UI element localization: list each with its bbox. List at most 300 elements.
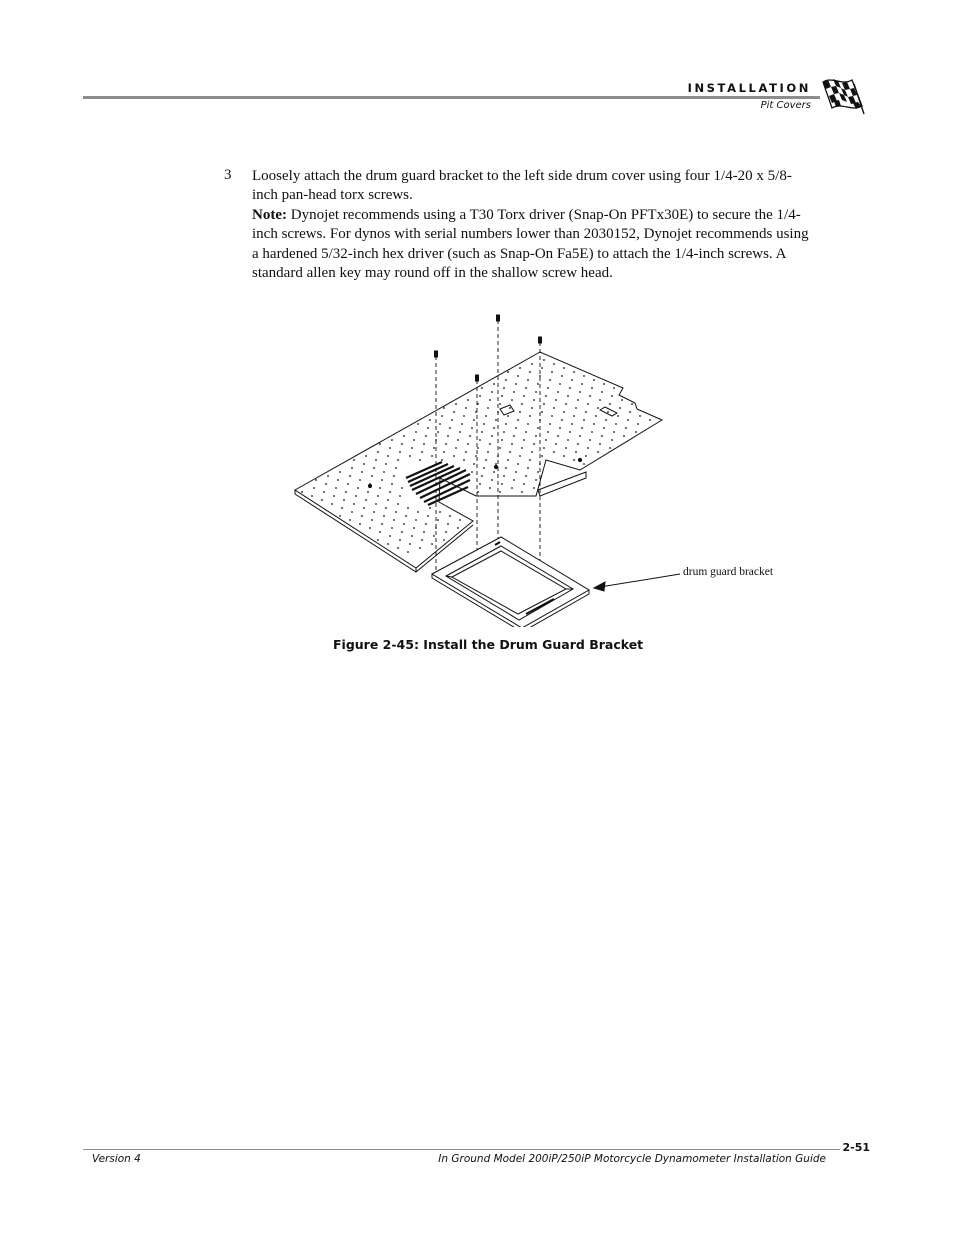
perforation-dot [581,427,583,429]
callout-drum-guard-bracket: drum guard bracket [683,566,774,578]
perforation-dot [457,439,459,441]
perforation-dot [437,431,439,433]
perforation-dot [473,419,475,421]
perforation-dot [489,443,491,445]
perforation-dot [601,391,603,393]
perforation-dot [455,403,457,405]
perforation-dot [391,527,393,529]
perforation-dot [629,411,631,413]
perforation-dot [539,375,541,377]
perforation-dot [421,539,423,541]
perforation-dot [433,447,435,449]
perforation-dot [611,395,613,397]
perforation-dot [485,415,487,417]
perforation-dot [529,459,531,461]
perforation-dot [491,479,493,481]
perforation-dot [603,427,605,429]
perforation-dot [493,471,495,473]
perforation-dot [453,411,455,413]
perforation-dot [417,511,419,513]
perforation-dot [487,407,489,409]
perforation-dot [387,499,389,501]
perforation-dot [533,487,535,489]
perforation-dot [467,399,469,401]
perforation-dot [613,431,615,433]
perforation-dot [395,467,397,469]
perforation-dot [383,471,385,473]
perforation-dot [573,371,575,373]
perforation-dot [441,459,443,461]
perforation-dot [517,419,519,421]
perforation-dot [507,371,509,373]
perforation-dot [393,519,395,521]
perforation-dot [531,363,533,365]
perforation-dot [487,451,489,453]
perforation-dot [397,503,399,505]
perforation-dot [597,407,599,409]
perforation-dot [577,443,579,445]
perforation-dot [439,423,441,425]
perforation-dot [571,379,573,381]
perforation-dot [321,499,323,501]
perforation-dot [447,435,449,437]
perforation-dot [585,455,587,457]
footer-version: Version 4 [92,1153,141,1165]
perforation-dot [481,387,483,389]
perforation-dot [447,523,449,525]
perforation-dot [377,539,379,541]
perforation-dot [513,391,515,393]
perforation-dot [435,527,437,529]
perforation-dot [345,491,347,493]
perforation-dot [363,463,365,465]
perforation-dot [429,419,431,421]
perforation-dot [527,423,529,425]
perforation-dot [365,499,367,501]
perforation-dot [527,379,529,381]
perforation-dot [539,463,541,465]
perforation-dot [519,367,521,369]
perforation-dot [567,439,569,441]
perforation-dot [497,411,499,413]
perforation-dot [579,435,581,437]
perforation-dot [501,439,503,441]
perforation-dot [413,527,415,529]
perforation-dot [575,451,577,453]
perforation-dot [551,415,553,417]
perforation-dot [607,411,609,413]
perforation-dot [517,463,519,465]
perforation-dot [515,471,517,473]
perforation-dot [389,491,391,493]
perforation-dot [581,383,583,385]
perforation-dot [553,363,555,365]
perforation-dot [399,539,401,541]
perforation-dot [369,483,371,485]
perforation-dot [631,403,633,405]
perforation-dot [513,479,515,481]
perforation-dot [411,447,413,449]
note-text: Dynojet recommends using a T30 Torx driver (Snap-On PFTx30E) to secure the 1/4-inch screws. For dynos with serial numbers lower than 2030152, Dynojet recommends using a hardened 5/32-inch hex driver (such as Snap-On Fa5E) to attach the 1/4-inch screws. A standard allen key may round off in the shallow screw head. [252,207,809,281]
perforation-dot [399,495,401,497]
perforation-dot [485,459,487,461]
perforation-dot [593,379,595,381]
perforation-dot [463,459,465,461]
perforation-dot [511,487,513,489]
perforation-dot [525,387,527,389]
perforation-dot [637,423,639,425]
perforation-dot [403,523,405,525]
perforation-dot [389,447,391,449]
perforation-dot [467,443,469,445]
perforation-dot [491,391,493,393]
perforation-dot [417,423,419,425]
perforation-dot [365,455,367,457]
perforation-dot [359,479,361,481]
perforation-dot [489,487,491,489]
perforation-dot [425,523,427,525]
perforation-dot [349,519,351,521]
perforation-dot [349,475,351,477]
perforation-dot [437,519,439,521]
drum-guard-bracket-diagram [290,312,810,627]
page-number: 2-51 [842,1141,870,1154]
perforation-dot [387,455,389,457]
perforation-dot [477,403,479,405]
perforation-dot [537,383,539,385]
perforation-dot [535,479,537,481]
perforation-dot [583,375,585,377]
perforation-dot [615,423,617,425]
perforation-dot [341,507,343,509]
perforation-dot [521,491,523,493]
perforation-dot [533,399,535,401]
perforation-dot [503,475,505,477]
perforation-dot [565,447,567,449]
perforation-dot [583,419,585,421]
perforation-dot [529,371,531,373]
perforation-dot [509,407,511,409]
perforation-dot [443,451,445,453]
perforation-dot [589,439,591,441]
perforation-dot [409,543,411,545]
perforation-dot [511,399,513,401]
perforation-dot [623,435,625,437]
perforation-dot [419,547,421,549]
figure-caption: Figure 2-45: Install the Drum Guard Bracket [333,637,644,652]
perforation-dot [561,419,563,421]
perforation-dot [351,511,353,513]
perforation-dot [557,391,559,393]
perforation-dot [585,411,587,413]
perforation-dot [477,491,479,493]
perforation-dot [519,455,521,457]
perforation-dot [435,439,437,441]
perforation-dot [501,395,503,397]
perforation-dot [421,451,423,453]
perforation-dot [563,411,565,413]
perforation-dot [495,419,497,421]
perforation-dot [379,443,381,445]
perforation-dot [543,359,545,361]
perforation-dot [587,403,589,405]
perforation-dot [541,411,543,413]
perforation-dot [543,403,545,405]
perforation-dot [367,491,369,493]
perforation-dot [469,435,471,437]
perforation-dot [399,451,401,453]
perforation-dot [515,427,517,429]
perforation-dot [427,427,429,429]
perforation-dot [541,367,543,369]
perforation-dot [523,439,525,441]
perforation-dot [649,419,651,421]
perforation-dot [405,515,407,517]
perforation-dot [355,495,357,497]
perforation-dot [517,375,519,377]
perforation-dot [375,459,377,461]
perforation-dot [451,419,453,421]
note [252,206,812,283]
perforation-dot [445,531,447,533]
perforation-dot [547,431,549,433]
perforation-dot [409,455,411,457]
checkered-flag-icon [820,76,866,116]
perforation-dot [545,439,547,441]
perforation-dot [609,403,611,405]
perforation-dot [567,395,569,397]
perforation-dot [559,427,561,429]
perforation-dot [369,527,371,529]
perforation-dot [531,407,533,409]
perforation-dot [475,411,477,413]
perforation-dot [481,475,483,477]
perforation-dot [429,507,431,509]
footer-doc-title: In Ground Model 200iP/250iP Motorcycle Dynamometer Installation Guide [438,1153,826,1165]
perforation-dot [589,395,591,397]
perforation-dot [387,543,389,545]
perforation-dot [403,435,405,437]
perforation-dot [591,431,593,433]
perforation-dot [483,423,485,425]
perforation-dot [375,503,377,505]
perforation-dot [565,403,567,405]
perforation-dot [525,475,527,477]
perforation-dot [595,415,597,417]
perforation-dot [397,547,399,549]
perforation-dot [621,399,623,401]
perforation-dot [363,507,365,509]
perforation-dot [523,395,525,397]
perforation-dot [397,459,399,461]
perforation-dot [579,391,581,393]
perforation-dot [331,503,333,505]
perforation-dot [443,407,445,409]
perforation-dot [505,423,507,425]
perforation-dot [591,387,593,389]
perforation-dot [529,415,531,417]
perforation-dot [507,459,509,461]
perforation-dot [495,463,497,465]
perforation-dot [603,383,605,385]
perforation-dot [457,527,459,529]
perforation-dot [335,487,337,489]
perforation-dot [577,399,579,401]
perforation-dot [505,379,507,381]
perforation-dot [515,383,517,385]
perforation-dot [385,463,387,465]
perforation-dot [599,443,601,445]
perforation-dot [533,443,535,445]
perforation-dot [499,403,501,405]
perforation-dot [431,543,433,545]
perforation-dot [381,523,383,525]
perforation-dot [407,507,409,509]
perforation-dot [465,407,467,409]
perforation-dot [391,483,393,485]
perforation-dot [385,507,387,509]
perforation-dot [373,511,375,513]
perforation-dot [359,523,361,525]
perforation-dot [561,375,563,377]
perforation-dot [635,431,637,433]
perforation-dot [401,531,403,533]
perforation-dot [527,467,529,469]
perforation-dot [473,463,475,465]
perforation-dot [371,519,373,521]
perforation-dot [519,411,521,413]
perforation-dot [525,431,527,433]
perforation-dot [499,491,501,493]
perforation-dot [371,475,373,477]
perforation-dot [549,423,551,425]
perforation-dot [377,451,379,453]
perforation-dot [479,395,481,397]
perforation-dot [419,459,421,461]
perforation-dot [395,511,397,513]
perforation-dot [455,447,457,449]
perforation-dot [593,423,595,425]
perforation-dot [381,479,383,481]
perforation-dot [449,427,451,429]
perforation-dot [459,431,461,433]
perforation-dot [539,419,541,421]
perforation-dot [613,387,615,389]
perforation-dot [611,439,613,441]
step-text: Loosely attach the drum guard bracket to the left side drum cover using four 1/4-20 x 5/8-inch pan-head torx screws. [252,168,792,204]
perforation-dot [337,479,339,481]
perforation-dot [343,499,345,501]
footer-rule [83,1149,840,1150]
perforation-dot [601,435,603,437]
perforation-dot [377,495,379,497]
perforation-dot [407,551,409,553]
perforation-dot [415,431,417,433]
perforation-dot [627,419,629,421]
perforation-dot [411,535,413,537]
perforation-dot [361,471,363,473]
perforation-dot [555,443,557,445]
perforation-dot [361,515,363,517]
perforation-dot [443,539,445,541]
perforation-dot [325,483,327,485]
perforation-dot [461,423,463,425]
perforation-dot [563,367,565,369]
perforation-dot [379,531,381,533]
perforation-dot [445,443,447,445]
perforation-dot [493,383,495,385]
perforation-dot [479,483,481,485]
perforation-dot [507,415,509,417]
perforation-dot [441,415,443,417]
note-label: Note: [252,207,287,223]
perforation-dot [541,455,543,457]
perforation-dot [465,451,467,453]
perforation-dot [413,439,415,441]
perforation-dot [535,391,537,393]
header-rule [83,96,820,99]
perforation-dot [383,515,385,517]
perforation-dot [471,427,473,429]
perforation-dot [357,487,359,489]
perforation-dot [463,415,465,417]
perforation-dot [619,407,621,409]
perforation-dot [373,467,375,469]
perforation-dot [493,427,495,429]
perforation-dot [521,403,523,405]
perforation-dot [481,431,483,433]
perforation-dot [531,451,533,453]
perforation-dot [511,443,513,445]
perforation-dot [513,435,515,437]
perforation-dot [439,511,441,513]
perforation-dot [415,519,417,521]
perforation-dot [545,395,547,397]
perforation-dot [353,459,355,461]
perforation-dot [483,467,485,469]
perforation-dot [571,423,573,425]
perforation-dot [339,515,341,517]
perforation-dot [477,447,479,449]
perforation-dot [423,531,425,533]
perforation-dot [333,495,335,497]
perforation-dot [503,431,505,433]
perforation-dot [313,487,315,489]
perforation-dot [301,491,303,493]
perforation-dot [393,475,395,477]
perforation-dot [521,447,523,449]
perforation-dot [543,447,545,449]
perforation-dot [537,427,539,429]
perforation-dot [573,415,575,417]
perforation-dot [471,471,473,473]
perforation-dot [563,455,565,457]
perforation-dot [453,455,455,457]
perforation-dot [599,399,601,401]
perforation-dot [323,491,325,493]
perforation-dot [503,387,505,389]
perforation-dot [389,535,391,537]
perforation-dot [315,479,317,481]
perforation-dot [427,515,429,517]
perforation-dot [559,383,561,385]
perforation-dot [425,435,427,437]
perforation-dot [339,471,341,473]
perforation-dot [573,459,575,461]
perforation-dot [479,439,481,441]
perforation-dot [491,435,493,437]
perforation-dot [351,467,353,469]
